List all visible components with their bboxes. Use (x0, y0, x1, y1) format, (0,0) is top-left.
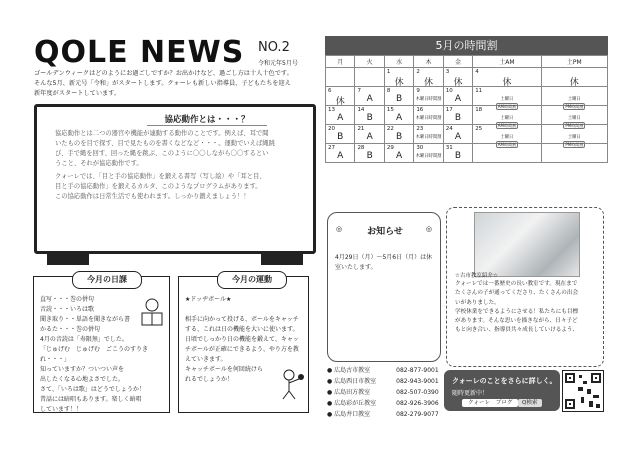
contact-row (327, 398, 439, 409)
day-number: 29 (386, 145, 394, 151)
feature-line: いがありました。 (455, 299, 500, 306)
day-number: 3 (445, 69, 450, 75)
schedule-code: 休 (335, 97, 345, 107)
calendar-day (384, 68, 413, 87)
exercise-card (178, 276, 309, 413)
calendar-day (384, 144, 413, 163)
calendar-day (443, 125, 472, 144)
card-line: 出したくなる心地よさでした。 (40, 376, 125, 383)
contact-phone: 082-877-9001 (396, 367, 439, 374)
feature-line: たくさんの子が通ってくださり、たくさんの出会 (455, 290, 579, 297)
bullet-icon: ● (327, 389, 335, 396)
schedule-note: 木曜日時間割 (415, 116, 442, 121)
card-line (185, 305, 299, 315)
search-button[interactable]: Q検索 (518, 399, 542, 407)
contact-name: 広島田方教室 (334, 389, 371, 396)
card-line: 直写・・・巻の併句 (40, 296, 95, 303)
board-line: この協応動作は日常生活でも使われます。しっかり鍛えましょう！！ (55, 193, 250, 200)
schedule-code: 休 (502, 78, 512, 88)
schedule-note: 土曜日 AM時間割 (497, 116, 516, 128)
calendar-day (541, 68, 607, 87)
calendar-day (384, 125, 413, 144)
schedule-code: A (366, 94, 373, 104)
calendar-day (326, 125, 355, 144)
calendar-header: 木 (414, 56, 443, 68)
day-number: 31 (445, 145, 453, 151)
schedule-note: 木曜日時間割 (415, 154, 442, 159)
contact-name: 広島井口教室 (334, 411, 371, 418)
calendar-day (541, 144, 607, 163)
bullet-icon: ● (327, 378, 335, 385)
feature-line: もと向き合い、指導員共々成長していけるよう、 (455, 327, 579, 334)
day-number: 21 (357, 126, 365, 132)
card-line: 音読・・・いろは歌 (40, 306, 95, 313)
intro-line: 新年度がスタートしています。 (34, 90, 121, 97)
calendar-day (355, 106, 384, 125)
board-text (55, 129, 299, 202)
calendar-day (326, 68, 355, 87)
qr-code (562, 370, 604, 412)
ring-icon: ◎ (336, 225, 343, 233)
day-number: 28 (357, 145, 365, 151)
contact-row (327, 387, 439, 398)
calendar-day (384, 87, 413, 106)
day-number: 24 (445, 126, 453, 132)
blackboard-panel (34, 104, 316, 254)
card-line: かるた・・・巻の併句 (40, 326, 101, 333)
contact-list (327, 365, 439, 420)
card-line: 「じゅげむ じゅげむ ごこうのすりきれ・・・」 (40, 346, 149, 363)
contact-row (327, 409, 439, 420)
day-number: 23 (416, 126, 424, 132)
schedule-code: A (396, 113, 403, 123)
calendar-day (473, 106, 541, 128)
ring-icon: ◎ (425, 225, 432, 233)
board-foot-left (47, 251, 89, 265)
day-number: 15 (386, 107, 394, 113)
calendar-day (443, 68, 472, 87)
intro-text (34, 69, 316, 99)
notice-card (327, 212, 441, 362)
calendar-title: 5月の時間割 (325, 36, 608, 55)
schedule-code: A (337, 151, 344, 161)
calendar-day (414, 87, 443, 106)
day-number: 16 (416, 107, 424, 113)
day-number: 6 (328, 88, 332, 94)
card-line: えていきます。 (185, 356, 227, 363)
schedule-code: A (454, 132, 462, 142)
schedule-code: A (454, 94, 462, 104)
calendar-day (473, 144, 541, 163)
board-line: び、手で縄を回す、回った縄を跳ぶ、このように〇〇しながら〇〇するとい (55, 150, 269, 157)
intro-line: そんな5月、新元号「令和」がスタートします。クォーレも新しい指導員、子どもたちを迎え (34, 80, 291, 87)
schedule-calendar (325, 55, 608, 163)
calendar-header: 金 (443, 56, 472, 68)
calendar-day (355, 144, 384, 163)
day-number: 18 (475, 107, 483, 113)
day-number: 17 (445, 107, 453, 113)
feature-line: クォーレでは一番歴史の長い教室です。現在まで (455, 281, 578, 287)
day-number: 25 (475, 126, 483, 132)
calendar-header: 土AM (473, 56, 541, 68)
calendar-header: 土PM (541, 56, 607, 68)
day-number: 10 (445, 88, 453, 94)
schedule-code: B (396, 94, 403, 104)
card-line: チボールが正確にできるよう、やり方を教 (185, 346, 299, 353)
blog-promo (444, 370, 560, 411)
contact-phone: 082-279-9077 (396, 411, 439, 418)
schedule-code: A (366, 132, 373, 142)
calendar-day (414, 68, 443, 87)
board-foot-right (261, 251, 303, 265)
schedule-note: 木曜日時間割 (415, 97, 442, 102)
day-number: 30 (416, 145, 424, 151)
schedule-code: A (337, 113, 344, 123)
schedule-note: 土曜日 PM時間割 (565, 97, 584, 109)
intro-line: ゴールデンウィークはどのようにお過ごしですか？お出かけなど、過ごし方は十人十色です。 (34, 70, 293, 77)
calendar-day (414, 144, 443, 163)
schedule-code: B (454, 151, 462, 161)
day-number: 4 (475, 69, 479, 75)
schedule-code: B (337, 132, 344, 142)
calendar-day (473, 125, 541, 147)
card-line: キャッチボールを何回続けら (185, 366, 263, 373)
calendar-day (414, 125, 443, 144)
calendar-header: 月 (326, 56, 355, 68)
card-line: 相手に向かって投げる、ボールをキャッチ (185, 316, 299, 323)
schedule-code: B (454, 113, 462, 123)
day-number: 22 (386, 126, 394, 132)
board-title: 協応動作とは・・・？ (147, 113, 267, 126)
feature-caption: ☆古市教室紹介☆ (455, 273, 498, 279)
board-line: うこと、それが協応動作です。 (55, 160, 143, 167)
contact-row (327, 376, 439, 387)
day-number: 2 (416, 69, 420, 75)
calendar-day (414, 106, 443, 125)
schedule-code: 休 (394, 78, 404, 88)
calendar-day (355, 125, 384, 144)
day-number: 1 (386, 69, 391, 75)
card-line: 日頃でしっかり日の機能を鍛えて、キャッ (185, 336, 299, 343)
calendar-day (443, 87, 472, 106)
day-number: 7 (357, 88, 361, 94)
exercise-title: 今月の運動 (217, 271, 287, 289)
bullet-icon: ● (327, 367, 335, 374)
promo-subline: 随時更新中！ (452, 390, 489, 397)
board-line: いたものを目で探す、目で見たものを書くなどなど・・・。運動でいえば縄跳 (55, 140, 275, 147)
feature-line: 学校休業をできるようにさせる！私たちにも目標 (455, 308, 579, 315)
calendar-day (326, 87, 355, 106)
calendar-day (473, 68, 541, 87)
schedule-note: 土曜日 PM時間割 (565, 116, 584, 128)
calendar-day (355, 68, 384, 87)
schedule-code: B (366, 113, 373, 123)
issue-number: NO.2 (258, 40, 290, 55)
promo-headline: クォーレのことをさらに詳しく。 (452, 377, 557, 385)
notice-body (335, 253, 439, 273)
card-line: 知っていますか？ついつい声を (40, 366, 125, 373)
schedule-code: 休 (569, 78, 579, 88)
contact-phone: 082-926-3906 (396, 400, 439, 407)
card-line: 昔話には暗唱もあります。楽しく暗唱 (40, 396, 142, 403)
student-reading-icon (138, 297, 166, 331)
card-line: しています！！ (40, 406, 83, 413)
calendar-header: 火 (355, 56, 384, 68)
board-line: クォーレでは、「目と手の協応動作」を鍛える書写（写し絵）や「耳と目、 (55, 173, 266, 180)
card-line: 4月の音読は「寿限無」でした。 (40, 336, 128, 343)
calendar-day (473, 87, 541, 109)
day-number: 13 (328, 107, 335, 113)
notice-line: 室いたします。 (335, 264, 377, 271)
contact-name: 広島古市教室 (334, 367, 371, 374)
day-number: 27 (328, 145, 335, 151)
schedule-note: 土曜日 AM時間割 (497, 135, 516, 147)
feature-text (455, 280, 597, 336)
calendar-day (541, 125, 607, 147)
calendar-day (541, 87, 607, 109)
day-number: 14 (357, 107, 365, 113)
bullet-icon: ● (327, 400, 335, 407)
issue-date: 令和元年5月号 (258, 60, 298, 67)
card-line: ★ドッヂボール★ (185, 296, 232, 303)
qr-code-icon (563, 371, 603, 411)
classroom-photo (474, 212, 580, 277)
day-number: 9 (416, 88, 420, 94)
newsletter-title: QOLE NEWS (34, 35, 245, 70)
contact-name: 広島西日市教室 (334, 378, 377, 385)
contact-phone: 082-943-9001 (396, 378, 439, 385)
blog-button[interactable]: クォーレ ブログ (462, 399, 518, 407)
calendar-day (443, 106, 472, 125)
schedule-note: 土曜日 PM時間割 (565, 135, 584, 147)
routine-title: 今月の日課 (72, 271, 142, 289)
card-line: れるでしょうか！ (185, 376, 233, 383)
schedule-note: 土曜日 AM時間割 (497, 97, 516, 109)
schedule-code: A (396, 151, 403, 161)
day-number: 20 (328, 126, 335, 132)
schedule-code: B (396, 132, 403, 142)
schedule-code: 休 (424, 78, 434, 88)
contact-phone: 082-507-0390 (396, 389, 439, 396)
schedule-note: 木曜日時間割 (415, 135, 442, 140)
bullet-icon: ● (327, 411, 335, 418)
day-number: 8 (386, 88, 391, 94)
feature-line: があります。そんな思いを描きながら、日々子ど (455, 318, 578, 325)
board-line: 目と手の協応動作」を鍛えるカルタ、このようなプログラムがあります。 (55, 183, 262, 190)
card-line: さて、「いろは歌」はどうでしょうか！ (40, 386, 145, 393)
card-line: する、これは日の機能を大いに使います。 (185, 326, 299, 333)
notice-title: お知らせ (367, 227, 403, 237)
board-line: 協応動作とは二つの器官や機能が連動する動作のことです。例えば、耳で聞 (55, 130, 269, 137)
day-number: 11 (475, 88, 483, 94)
contact-row (327, 365, 439, 376)
daily-routine-card (33, 276, 170, 413)
schedule-code: 休 (453, 78, 463, 88)
schedule-code: B (366, 151, 373, 161)
calendar-day (384, 106, 413, 125)
contact-name: 広島彩が丘教室 (334, 400, 377, 407)
calendar-header: 水 (384, 56, 413, 68)
ball-player-icon (279, 369, 305, 401)
card-line: 聞き取り・・単語を聞きながら書 (40, 316, 131, 323)
calendar-day (443, 144, 472, 163)
calendar-day (326, 106, 355, 125)
notice-line: 4月29日（月）～5月6日（月）は休 (335, 254, 433, 261)
calendar-day (326, 144, 355, 163)
calendar-day (355, 87, 384, 106)
calendar-day (541, 106, 607, 128)
